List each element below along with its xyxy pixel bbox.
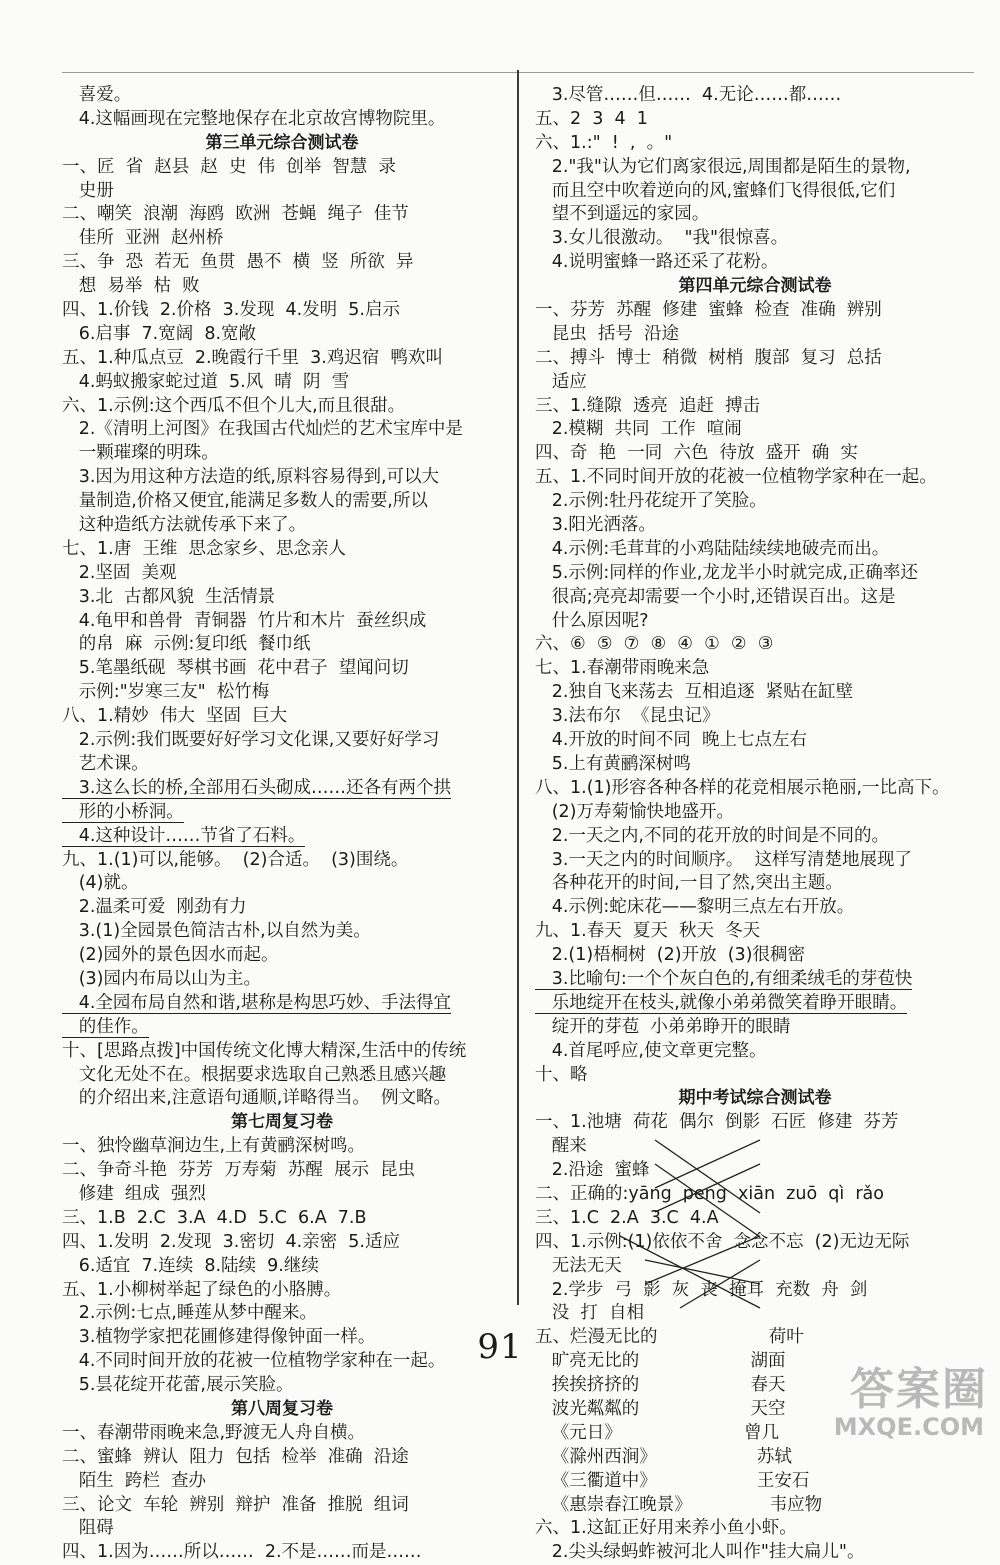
answer-text: 2.坚固 美观 xyxy=(62,562,177,583)
watermark xyxy=(804,1351,994,1451)
answer-line xyxy=(62,729,502,753)
answer-text: 2.独自飞来荡去 互相追逐 紧贴在缸壁 xyxy=(535,682,854,703)
answer-text: 5.上有黄鹂深树鸣 xyxy=(535,753,691,774)
answer-line xyxy=(62,801,502,825)
answer-line xyxy=(535,1040,975,1064)
answer-line xyxy=(62,586,502,610)
answer-line xyxy=(62,1064,502,1088)
answer-line xyxy=(535,395,975,419)
answer-text: 6.适宜 7.连续 8.陆续 9.继续 xyxy=(62,1255,319,1276)
answer-text: 形的小桥洞。 xyxy=(62,801,184,822)
answer-text: 四、1.示例:(1)依依不舍 念念不忘 (2)无边无际 xyxy=(535,1231,910,1252)
answer-text: 绽开的芽苞 小弟弟睁开的眼睛 xyxy=(535,1016,791,1037)
answer-line xyxy=(62,347,502,371)
answer-text: 5.笔墨纸砚 琴棋书画 花中君子 望闻问切 xyxy=(62,658,409,679)
answer-line xyxy=(535,156,975,180)
answer-line xyxy=(62,610,502,634)
match-line xyxy=(645,1236,760,1284)
answer-line xyxy=(62,418,502,442)
answer-line xyxy=(535,108,975,132)
answer-text: 八、1.精妙 伟大 坚固 巨大 xyxy=(62,706,288,727)
answer-text: 文化无处不在。根据要求选取自己熟悉且感兴趣 xyxy=(62,1064,447,1085)
answer-text: 二、搏斗 博士 稍微 树梢 腹部 复习 总括 xyxy=(535,347,882,368)
answer-line xyxy=(62,849,502,873)
answer-line xyxy=(535,944,975,968)
answer-line xyxy=(62,538,502,562)
answer-text: 2.示例:我们既要好好学习文化课,又要好好学习 xyxy=(62,730,440,751)
answer-line xyxy=(535,872,975,896)
answer-line xyxy=(62,1470,502,1494)
answer-line xyxy=(535,801,975,825)
answer-text: 而且空中吹着逆向的风,蜜蜂们飞得很低,它们 xyxy=(535,180,896,201)
answer-line xyxy=(535,1541,975,1565)
answer-text: 想 易举 枯 败 xyxy=(62,276,200,297)
right-column xyxy=(535,84,975,1565)
answer-line xyxy=(62,681,502,705)
answer-line xyxy=(62,323,502,347)
answer-text: 旷亮无比的 湖面 xyxy=(535,1351,786,1372)
answer-line xyxy=(62,227,502,251)
answer-text: 4.示例:蛇床花——黎明三点左右开放。 xyxy=(535,897,855,918)
answer-text: 第七周复习卷 xyxy=(231,1112,333,1133)
section-heading xyxy=(62,1111,502,1135)
answer-line xyxy=(62,1279,502,1303)
answer-text: 第八周复习卷 xyxy=(231,1398,333,1419)
answer-text: 九、1.(1)可以,能够。 (2)合适。 (3)围绕。 xyxy=(62,849,409,870)
answer-line xyxy=(62,968,502,992)
answer-line xyxy=(62,1087,502,1111)
answer-line xyxy=(62,1422,502,1446)
answer-text: 三、1.C 2.A 3.C 4.A xyxy=(535,1207,719,1228)
answer-line xyxy=(62,1494,502,1518)
answer-text: 5.昙花绽开花蕾,展示笑脸。 xyxy=(62,1375,294,1396)
answer-line xyxy=(62,84,502,108)
answer-line xyxy=(535,347,975,371)
answer-text: 这种造纸方法就传承下来了。 xyxy=(62,515,307,536)
answer-text: 七、1.春潮带雨晚来急 xyxy=(535,658,710,679)
answer-line xyxy=(535,586,975,610)
answer-text: 六、⑥ ⑤ ⑦ ⑧ ④ ① ② ③ xyxy=(535,634,774,655)
answer-text: 三、争 恐 若无 鱼贯 愚不 横 竖 所欲 异 xyxy=(62,252,414,273)
answer-text: 二、正确的:yāng peng xiān zuō qì rǎo xyxy=(535,1183,884,1204)
answer-line xyxy=(535,1470,975,1494)
answer-text: 二、嘲笑 浪潮 海鸥 欧洲 苍蝇 绳子 佳节 xyxy=(62,204,409,225)
answer-text: 六、1.这缸正好用来养小鱼小虾。 xyxy=(535,1518,797,1539)
answer-text: 的帛 麻 示例:复印纸 餐巾纸 xyxy=(62,634,311,655)
matching-lines xyxy=(535,1120,975,1320)
section-heading xyxy=(62,1398,502,1422)
answer-text: 2.尖头绿蚂蚱被河北人叫作"挂大扁儿"。 xyxy=(535,1542,865,1563)
answer-line xyxy=(535,466,975,490)
answer-line xyxy=(62,920,502,944)
answer-text: 一、芬芳 苏醒 修建 蜜蜂 检查 准确 辨别 xyxy=(535,300,882,321)
answer-line xyxy=(535,418,975,442)
answer-line xyxy=(535,777,975,801)
answer-line xyxy=(535,132,975,156)
answer-line xyxy=(62,562,502,586)
page-number: 91 xyxy=(477,1327,523,1367)
answer-text: 什么原因呢? xyxy=(535,610,649,631)
answer-text: 4.首尾呼应,使文章更完整。 xyxy=(535,1040,767,1061)
answer-text: 4.说明蜜蜂一路还采了花粉。 xyxy=(535,252,779,273)
answer-text: 4.这幅画现在完整地保存在北京故宫博物院里。 xyxy=(62,108,446,129)
answer-line xyxy=(535,968,975,992)
answer-line xyxy=(62,1255,502,1279)
watermark-site-name: 答案圈 xyxy=(850,1364,988,1415)
answer-text: 三、1.缝隙 透亮 追赶 搏击 xyxy=(535,395,761,416)
answer-text: 期中考试综合测试卷 xyxy=(678,1088,832,1109)
answer-line xyxy=(535,753,975,777)
answer-line xyxy=(62,395,502,419)
answer-line xyxy=(62,1541,502,1565)
answer-text: 五、1.不同时间开放的花被一位植物学家种在一起。 xyxy=(535,467,937,488)
answer-text: 乐地绽开在枝头,就像小弟弟微笑着睁开眼睛。 xyxy=(535,992,908,1013)
answer-text: 波光粼粼的 天空 xyxy=(535,1398,786,1419)
answer-text: 各种花开的时间,一目了然,突出主题。 xyxy=(535,873,843,894)
answer-line xyxy=(535,705,975,729)
answer-line xyxy=(62,251,502,275)
answer-text: 5.示例:同样的作业,龙龙半小时就完成,正确率还 xyxy=(535,562,918,583)
answer-text: 修建 组成 强烈 xyxy=(62,1183,206,1204)
answer-text: 4.龟甲和兽骨 青铜器 竹片和木片 蚕丝织成 xyxy=(62,610,427,631)
answer-text: 阻碍 xyxy=(62,1518,114,1539)
answer-text: 挨挨挤挤的 春天 xyxy=(535,1375,786,1396)
answer-line xyxy=(535,371,975,395)
answer-text: 佳所 亚洲 赵州桥 xyxy=(62,228,224,249)
answer-line xyxy=(62,203,502,227)
answer-text: 2.温柔可爱 刚劲有力 xyxy=(62,897,247,918)
answer-text: 六、1.:" ! , 。" xyxy=(535,132,673,153)
answer-text: 三、1.B 2.C 3.A 4.D 5.C 6.A 7.B xyxy=(62,1207,367,1228)
answer-text: 四、奇 艳 一同 六色 待放 盛开 确 实 xyxy=(535,443,858,464)
answer-text: 2.模糊 共同 工作 喧闹 xyxy=(535,419,742,440)
answer-text: 6.启事 7.宽阔 8.宽敞 xyxy=(62,323,257,344)
answer-line xyxy=(535,299,975,323)
answer-line xyxy=(62,1135,502,1159)
answer-text: 很高;亮亮却需要一个小时,还错误百出。这是 xyxy=(535,586,896,607)
answer-line xyxy=(535,896,975,920)
answer-line xyxy=(62,371,502,395)
answer-text: 3.尽管……但…… 4.无论……都…… xyxy=(535,85,842,105)
answer-text: 昆虫 括号 沿途 xyxy=(535,323,679,344)
answer-line xyxy=(535,729,975,753)
answer-text: 《惠崇春江晚景》 韦应物 xyxy=(535,1494,823,1515)
match-line xyxy=(655,1164,760,1237)
answer-line xyxy=(535,442,975,466)
answer-text: 2.示例:牡丹花绽开了笑脸。 xyxy=(535,491,767,512)
answer-text: 的介绍出来,注意语句通顺,详略得当。 例文略。 xyxy=(62,1088,451,1109)
answer-text: 醒来 xyxy=(535,1136,587,1157)
match-line xyxy=(655,1140,760,1188)
answer-line xyxy=(535,825,975,849)
answer-line xyxy=(535,84,975,108)
answer-line xyxy=(535,610,975,634)
section-heading xyxy=(62,132,502,156)
answer-text: 3.这么长的桥,全部用石头砌成……还各有两个拱 xyxy=(62,777,451,798)
answer-line xyxy=(62,156,502,180)
answer-line xyxy=(62,657,502,681)
match-line xyxy=(680,1260,760,1308)
answer-text: 一、匠 省 赵县 赵 史 伟 创举 智慧 录 xyxy=(62,156,397,177)
answer-text: 史册 xyxy=(62,180,114,201)
answer-text: 3.北 古都风貌 生活情景 xyxy=(62,586,276,607)
answer-text: 五、1.小柳树举起了绿色的小胳膊。 xyxy=(62,1279,342,1300)
answer-line xyxy=(535,1494,975,1518)
answer-text: 望不到遥远的家园。 xyxy=(535,204,710,225)
answer-text: 2.(1)梧桐树 (2)开放 (3)很稠密 xyxy=(535,945,806,966)
answer-line xyxy=(535,251,975,275)
answer-text: 4.这种设计……节省了石料。 xyxy=(62,825,306,846)
answer-text: 3.植物学家把花圃修建得像钟面一样。 xyxy=(62,1327,376,1348)
answer-line xyxy=(62,944,502,968)
answer-text: 2.示例:七点,睡莲从梦中醒来。 xyxy=(62,1303,317,1324)
answer-line xyxy=(535,514,975,538)
answer-text: (2)万寿菊愉快地盛开。 xyxy=(535,801,734,822)
answer-text: 一、独怜幽草涧边生,上有黄鹂深树鸣。 xyxy=(62,1136,366,1157)
answer-text: 四、1.因为……所以…… 2.不是……而是…… xyxy=(62,1542,422,1563)
answer-text: (3)园内布局以山为主。 xyxy=(62,968,261,989)
answer-line xyxy=(62,466,502,490)
answer-text: 十、[思路点拨]中国传统文化博大精深,生活中的传统 xyxy=(62,1040,467,1061)
answer-line xyxy=(62,1040,502,1064)
answer-text: 八、1.(1)形容各种各样的花竞相展示艳丽,一比高下。 xyxy=(535,777,950,798)
answer-line xyxy=(535,1517,975,1541)
answer-text: 4.不同时间开放的花被一位植物学家种在一起。 xyxy=(62,1351,446,1372)
answer-text: 五、1.种瓜点豆 2.晚霞行千里 3.鸡迟宿 鸭欢叫 xyxy=(62,347,443,368)
answer-text: 《元日》 曾几 xyxy=(535,1422,780,1443)
answer-line xyxy=(535,633,975,657)
answer-line xyxy=(535,562,975,586)
answer-line xyxy=(62,777,502,801)
answer-line xyxy=(535,681,975,705)
answer-line xyxy=(535,180,975,204)
answer-text: 二、蜜蜂 辨认 阻力 包括 检举 准确 沿途 xyxy=(62,1446,409,1467)
answer-text: 示例:"岁寒三友" 松竹梅 xyxy=(62,682,270,703)
answer-text: 四、1.价钱 2.价格 3.发现 4.发明 5.启示 xyxy=(62,300,400,321)
answer-line xyxy=(62,992,502,1016)
answer-text: 4.示例:毛茸茸的小鸡陆陆续续地破壳而出。 xyxy=(535,538,890,559)
answer-text: 适应 xyxy=(535,371,587,392)
answer-text: 的佳作。 xyxy=(62,1016,149,1037)
answer-text: 第三单元综合测试卷 xyxy=(205,132,359,153)
answer-line xyxy=(62,1231,502,1255)
answer-line xyxy=(62,825,502,849)
answer-text: 2.沿途 蜜蜂 xyxy=(535,1160,650,1181)
answer-line xyxy=(62,896,502,920)
answer-text: 《三衢道中》 王安石 xyxy=(535,1470,810,1491)
answer-line xyxy=(62,1350,502,1374)
answer-text: 2.一天之内,不同的花开放的时间是不同的。 xyxy=(535,825,889,846)
answer-text: 九、1.春天 夏天 秋天 冬天 xyxy=(535,921,761,942)
section-heading xyxy=(535,1087,975,1111)
answer-line xyxy=(62,1374,502,1398)
answer-line xyxy=(62,1446,502,1470)
answer-text: 十、略 xyxy=(535,1064,588,1085)
answer-line xyxy=(535,323,975,347)
answer-line xyxy=(535,1326,975,1350)
answer-text: 七、1.唐 王维 思念家乡、思念亲人 xyxy=(62,538,346,559)
answer-text: 3.比喻句:一个个灰白色的,有细柔绒毛的芽苞快 xyxy=(535,968,913,989)
answer-line xyxy=(62,1302,502,1326)
answer-text: 第四单元综合测试卷 xyxy=(678,276,832,297)
answer-text: 六、1.示例:这个西瓜不但个儿大,而且很甜。 xyxy=(62,395,406,416)
match-line xyxy=(655,1140,760,1213)
answer-text: 没 打 自相 xyxy=(535,1303,644,1324)
answer-line xyxy=(535,1016,975,1040)
answer-text: 2."我"认为它们离家很远,周围都是陌生的景物, xyxy=(535,156,911,177)
answer-text: 《滁州西涧》 苏轼 xyxy=(535,1446,792,1467)
answer-line xyxy=(62,1517,502,1541)
answer-line xyxy=(535,227,975,251)
answer-text: 陌生 跨栏 查办 xyxy=(62,1470,206,1491)
answer-text: 2.学步 弓 影 灰 丧 掩耳 充数 舟 剑 xyxy=(535,1279,868,1300)
answer-line xyxy=(62,753,502,777)
answer-line xyxy=(62,1326,502,1350)
watermark-site-url: MXQE.COM xyxy=(833,1413,984,1441)
answer-text: 三、论文 车轮 辨别 辩护 准备 推脱 组词 xyxy=(62,1494,409,1515)
answer-text: 3.阳光洒落。 xyxy=(535,515,656,536)
answer-line xyxy=(535,1064,975,1088)
answer-line xyxy=(62,108,502,132)
answer-text: 2.《清明上河图》在我国古代灿烂的艺术宝库中是 xyxy=(62,419,463,440)
answer-line xyxy=(62,442,502,466)
answer-text: 3.因为用这种方法造的纸,原料容易得到,可以大 xyxy=(62,467,440,488)
answer-text: 五、2 3 4 1 xyxy=(535,108,648,129)
answer-line xyxy=(62,180,502,204)
answer-line xyxy=(535,657,975,681)
answer-line xyxy=(62,1183,502,1207)
answer-line xyxy=(535,920,975,944)
answer-line xyxy=(62,1159,502,1183)
answer-line xyxy=(62,872,502,896)
section-heading xyxy=(535,275,975,299)
answer-text: 无法无天 xyxy=(535,1255,622,1276)
answer-text: (2)园外的景色因水而起。 xyxy=(62,945,279,966)
answer-text: 4.全园布局自然和谐,堪称是构思巧妙、手法得宜 xyxy=(62,992,451,1013)
answer-line xyxy=(62,1016,502,1040)
answer-text: 一、1.池塘 荷花 偶尔 倒影 石匠 修建 芬芳 xyxy=(535,1112,899,1133)
answer-text: 量制造,价格又便宜,能满足多数人的需要,所以 xyxy=(62,491,428,512)
answer-line xyxy=(535,849,975,873)
answer-line xyxy=(535,992,975,1016)
answer-text: 一、春潮带雨晚来急,野渡无人舟自横。 xyxy=(62,1422,366,1443)
answer-text: 4.蚂蚁搬家蛇过道 5.风 晴 阴 雪 xyxy=(62,371,350,392)
match-line xyxy=(655,1164,760,1212)
answer-line xyxy=(535,538,975,562)
answer-text: 3.法布尔 《昆虫记》 xyxy=(535,706,720,727)
answer-text: (4)就。 xyxy=(62,873,139,894)
answer-line xyxy=(62,490,502,514)
answer-text: 3.一天之内的时间顺序。 这样写清楚地展现了 xyxy=(535,849,913,870)
answer-text: 3.女儿很激动。 "我"很惊喜。 xyxy=(535,228,789,249)
answer-line xyxy=(535,203,975,227)
answer-line xyxy=(62,275,502,299)
answer-text: 喜爱。 xyxy=(62,85,132,105)
answer-text: 一颗璀璨的明珠。 xyxy=(62,443,219,464)
column-divider xyxy=(517,70,519,1305)
answer-text: 二、争奇斗艳 芬芳 万寿菊 苏醒 展示 昆虫 xyxy=(62,1160,416,1181)
left-column xyxy=(62,84,502,1565)
answer-line xyxy=(62,633,502,657)
answer-text: 五、烂漫无比的 荷叶 xyxy=(535,1327,804,1348)
answer-line xyxy=(535,490,975,514)
answer-text: 艺术课。 xyxy=(62,753,149,774)
match-line xyxy=(645,1260,760,1284)
answer-text: 4.开放的时间不同 晚上七点左右 xyxy=(535,730,808,751)
answer-line xyxy=(62,1207,502,1231)
answer-line xyxy=(62,705,502,729)
answer-line xyxy=(62,299,502,323)
answer-text: 3.(1)全园景色简洁古朴,以自然为美。 xyxy=(62,921,371,942)
answer-text: 四、1.发明 2.发现 3.密切 4.亲密 5.适应 xyxy=(62,1231,400,1252)
answer-line xyxy=(62,514,502,538)
